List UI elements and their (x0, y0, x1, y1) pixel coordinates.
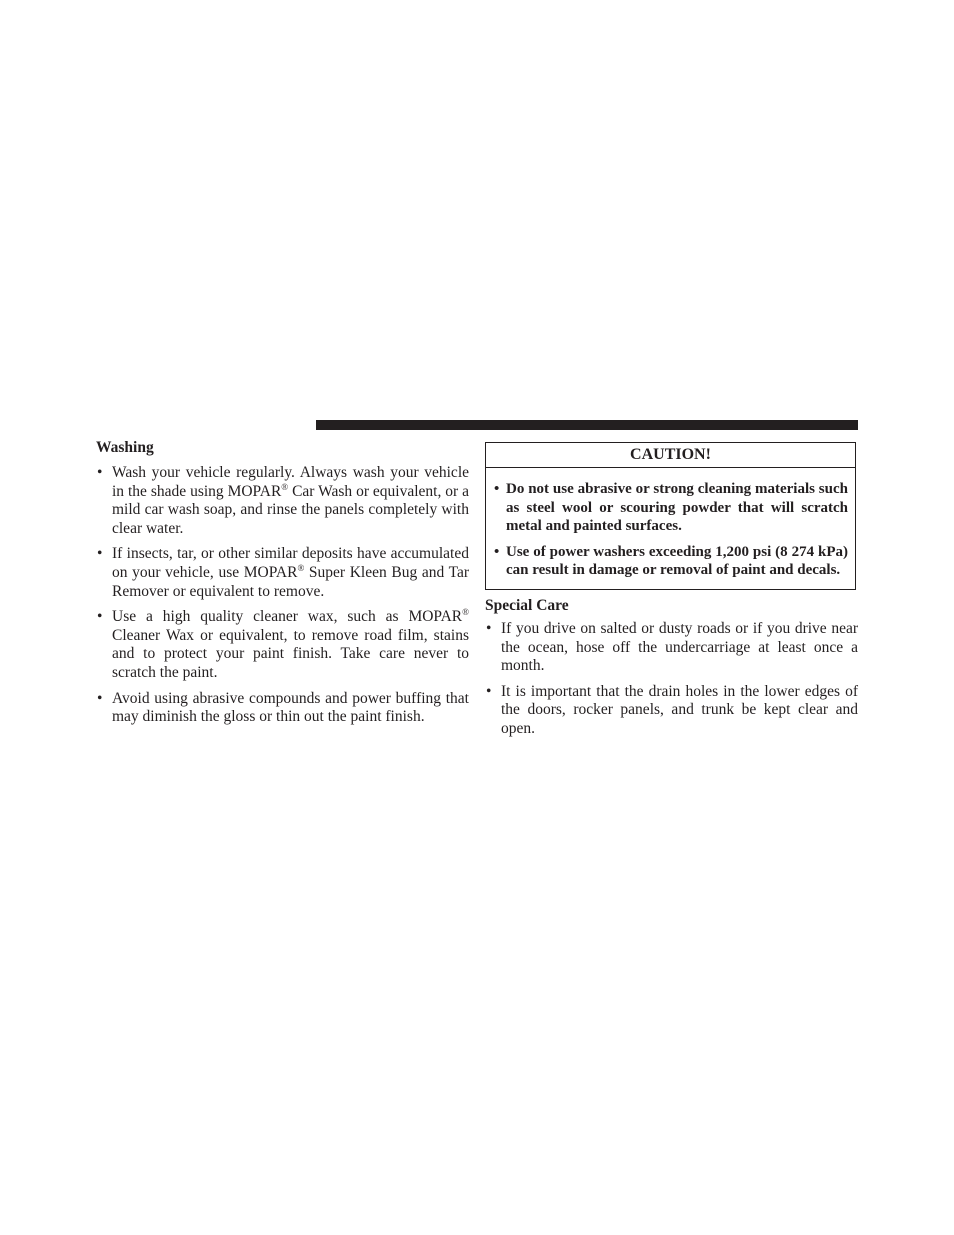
registered-mark: ® (281, 481, 289, 492)
bullet-icon: • (494, 481, 500, 497)
list-item: • Use of power washers exceeding 1,200 psi (8 274 kPa) can result in damage or removal of paint and decals. (494, 543, 848, 579)
registered-mark: ® (462, 607, 469, 617)
list-item: • If you drive on salted or dusty roads or if you drive near the ocean, hose off the undercarriage at least once a month. (486, 619, 858, 675)
caution-title: CAUTION! (486, 443, 855, 468)
special-care-heading: Special Care (485, 596, 569, 614)
list-item: • If insects, tar, or other similar deposits have accumulated on your vehicle, use MOPAR® Super Kleen Bug and Tar Remover or equivalent to remove. (97, 545, 470, 600)
list-item: • Do not use abrasive or strong cleaning materials such as steel wool or scouring powder that will scratch metal and painted surfaces. (494, 481, 848, 535)
list-item: • Avoid using abrasive compounds and power buffing that may diminish the gloss or thin out the paint finish. (97, 689, 469, 726)
header-rule (316, 420, 858, 430)
bullet-icon: • (97, 608, 103, 626)
bullet-icon: • (97, 689, 103, 707)
special-care-list (485, 620, 858, 739)
bullet-icon: • (97, 464, 103, 481)
right-column (485, 438, 858, 739)
caution-list (493, 480, 848, 580)
washing-heading: Washing (96, 439, 154, 456)
bullet-icon: • (486, 619, 492, 637)
bullet-icon: • (97, 545, 103, 563)
bullet-icon: • (486, 682, 492, 700)
washing-list (96, 464, 469, 727)
list-item: • Wash your vehicle regularly. Always wash your vehicle in the shade using MOPAR® Car Wash or equivalent, or a mild car wash soap, and rinse the panels completely with clear water. (97, 464, 469, 537)
caution-box (485, 442, 856, 590)
list-item: • It is important that the drain holes in the lower edges of the doors, rocker panels, and trunk be kept clear and open. (486, 682, 858, 737)
left-column (96, 438, 469, 727)
caution-body (486, 468, 855, 589)
registered-mark: ® (297, 562, 305, 573)
list-item: • Use a high quality cleaner wax, such as MOPAR® Cleaner Wax or equivalent, to remove road film, stains and to protect your paint finish. Take care never to scratch the paint. (97, 607, 469, 681)
bullet-icon: • (494, 543, 500, 560)
